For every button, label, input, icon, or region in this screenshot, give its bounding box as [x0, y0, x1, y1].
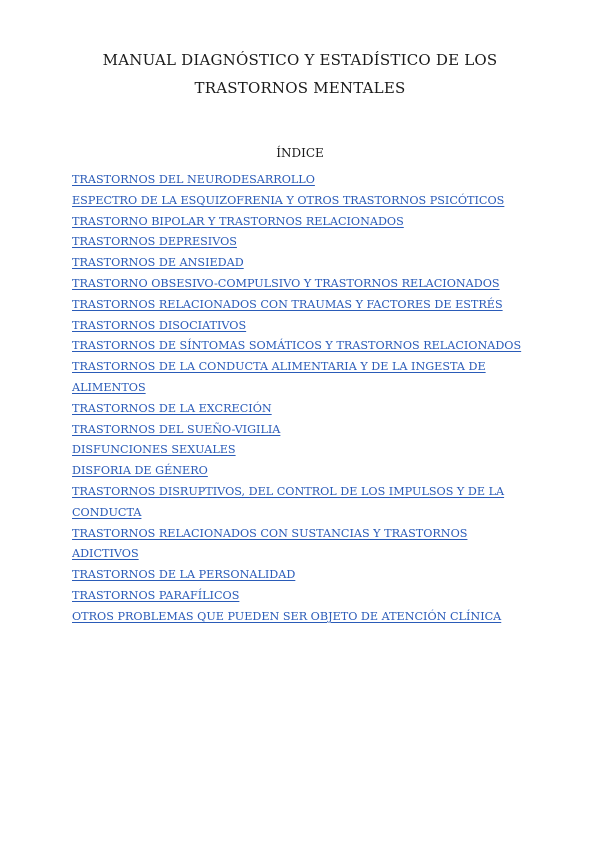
toc-link-bipolar[interactable]: TRASTORNO BIPOLAR Y TRASTORNOS RELACIONADOS	[72, 214, 404, 228]
toc-item	[72, 232, 532, 253]
toc-item	[72, 586, 532, 607]
toc-link-excrecion[interactable]: TRASTORNOS DE LA EXCRECIÓN	[72, 401, 272, 415]
toc-link-disfunciones-sexuales[interactable]: DISFUNCIONES SEXUALES	[72, 443, 236, 457]
toc-link-otros-problemas[interactable]: OTROS PROBLEMAS QUE PUEDEN SER OBJETO DE ATENCIÓN CLÍNICA	[72, 609, 502, 623]
toc-item	[72, 295, 532, 316]
toc-item	[72, 357, 532, 399]
toc-item	[72, 524, 532, 566]
toc-item	[72, 253, 532, 274]
toc-link-depresivos[interactable]: TRASTORNOS DEPRESIVOS	[72, 235, 237, 249]
toc-item	[72, 316, 532, 337]
toc-link-sustancias[interactable]: TRASTORNOS RELACIONADOS CON SUSTANCIAS Y TRASTORNOS ADICTIVOS	[72, 526, 468, 561]
title-line-2: TRASTORNOS MENTALES	[194, 79, 406, 97]
toc-item	[72, 461, 532, 482]
toc-link-obsesivo-compulsivo[interactable]: TRASTORNO OBSESIVO-COMPULSIVO Y TRASTORNOS RELACIONADOS	[72, 276, 500, 290]
toc-item	[72, 336, 532, 357]
toc-item	[72, 607, 532, 628]
toc-item	[72, 482, 532, 524]
toc-link-neurodesarrollo[interactable]: TRASTORNOS DEL NEURODESARROLLO	[72, 173, 315, 186]
toc-link-sueno-vigilia[interactable]: TRASTORNOS DEL SUEÑO-VIGILIA	[72, 422, 281, 436]
toc-link-esquizofrenia[interactable]: ESPECTRO DE LA ESQUIZOFRENIA Y OTROS TRASTORNOS PSICÓTICOS	[72, 193, 505, 207]
index-heading: ÍNDICE	[276, 146, 324, 160]
toc-link-parafilicos[interactable]: TRASTORNOS PARAFÍLICOS	[72, 588, 240, 602]
toc-link-alimentaria[interactable]: TRASTORNOS DE LA CONDUCTA ALIMENTARIA Y DE LA INGESTA DE ALIMENTOS	[72, 360, 486, 394]
toc-link-ansiedad[interactable]: TRASTORNOS DE ANSIEDAD	[72, 256, 244, 270]
page-title	[60, 46, 540, 102]
toc-link-disruptivos[interactable]: TRASTORNOS DISRUPTIVOS, DEL CONTROL DE LOS IMPULSOS Y DE LA CONDUCTA	[72, 484, 505, 519]
title-line-1: MANUAL DIAGNÓSTICO Y ESTADÍSTICO DE LOS	[102, 51, 498, 69]
toc-item	[72, 399, 532, 420]
toc-item	[72, 274, 532, 295]
table-of-contents	[72, 170, 532, 628]
toc-link-traumas-estres[interactable]: TRASTORNOS RELACIONADOS CON TRAUMAS Y FACTORES DE ESTRÉS	[72, 297, 503, 311]
toc-link-disociativos[interactable]: TRASTORNOS DISOCIATIVOS	[72, 318, 247, 332]
toc-item	[72, 565, 532, 586]
toc-link-personalidad[interactable]: TRASTORNOS DE LA PERSONALIDAD	[72, 568, 296, 582]
toc-item	[72, 440, 532, 461]
toc-item	[72, 212, 532, 233]
toc-item	[72, 170, 532, 191]
toc-item	[72, 420, 532, 441]
toc-link-somaticos[interactable]: TRASTORNOS DE SÍNTOMAS SOMÁTICOS Y TRASTORNOS RELACIONADOS	[72, 339, 522, 353]
toc-link-disforia-genero[interactable]: DISFORIA DE GÉNERO	[72, 464, 208, 478]
toc-item	[72, 191, 532, 212]
